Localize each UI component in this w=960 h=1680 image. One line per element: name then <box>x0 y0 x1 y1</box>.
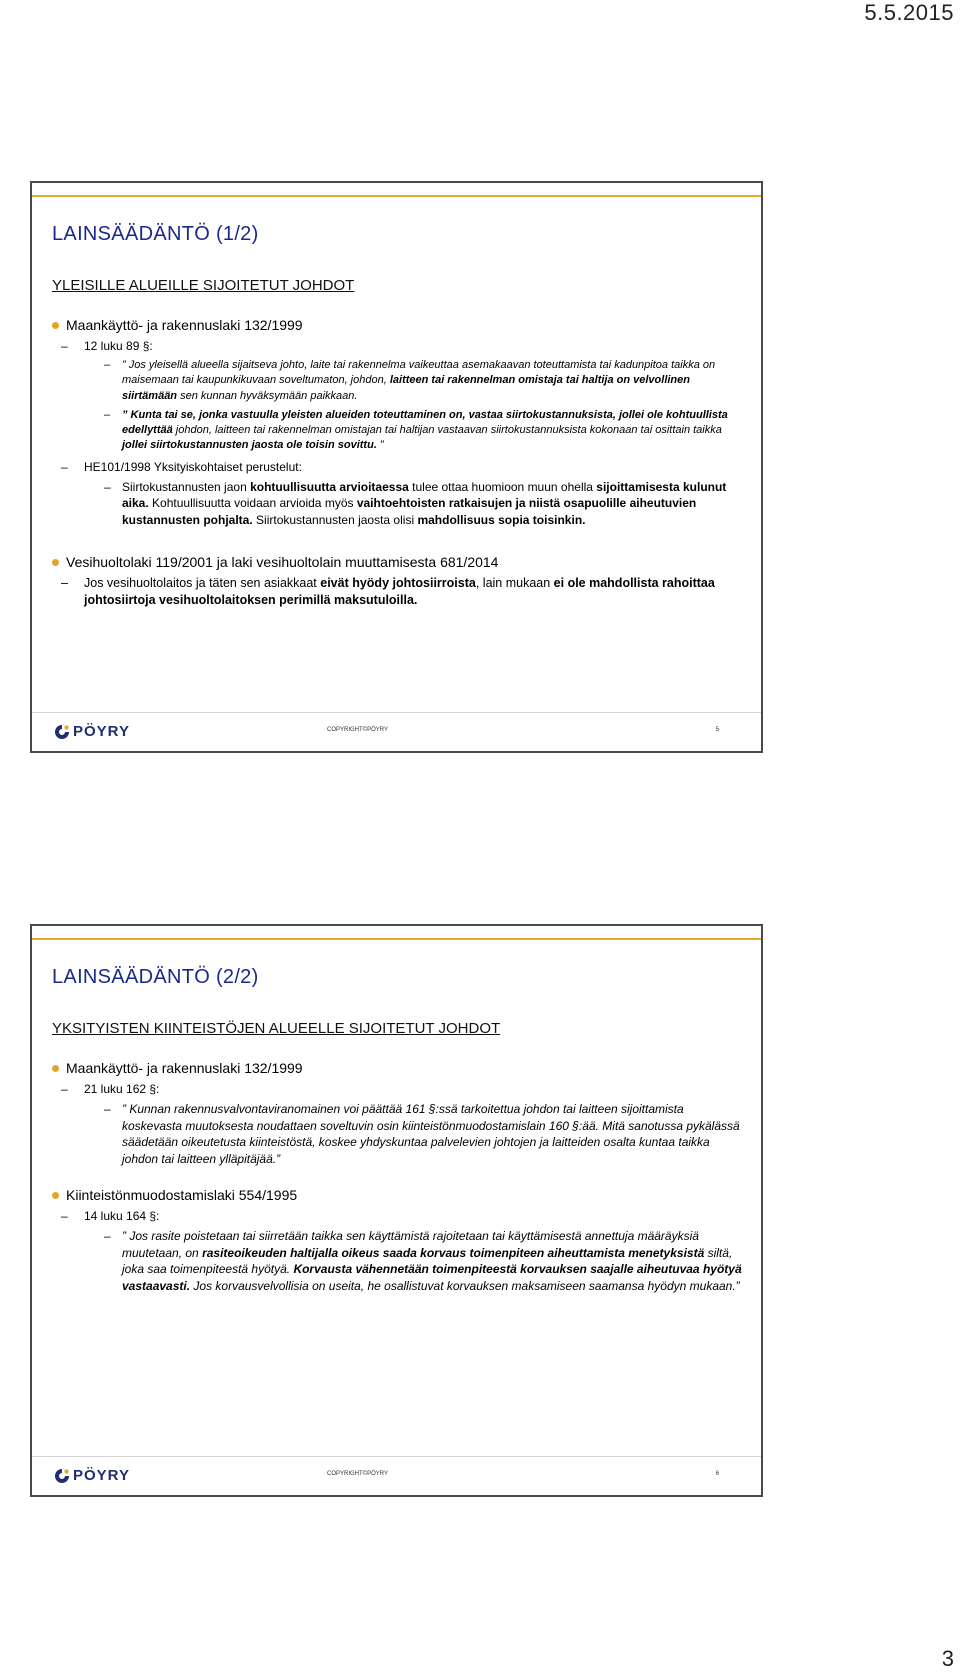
slide-number: 5 <box>715 727 719 733</box>
sub-item: – 21 luku 162 §: <box>61 1082 160 1096</box>
quote-item: – ” Kunta tai se, jonka vastuulla yleisten alueiden toteuttaminen on, vastaa siirtokustannuksista, jollei ole kohtuullista edellyttää johdon, laitteen tai rakennelman omistajan tai haltijan vastaavan siirtokustannuksista kokonaan tai osittain taikka jollei siirtokustannusten jaosta ole toisin sovittu. ” <box>104 408 728 452</box>
slide-accent-bar <box>32 195 761 197</box>
slide-footer <box>32 1456 761 1495</box>
slide-number: 6 <box>715 1471 719 1477</box>
law-text: Jos vesihuoltolaitos ja täten sen asiakkaat <box>84 576 321 591</box>
quote-emphasis: laitteen tai rakennelman omistaja tai haltija on velvollinen siirtämään <box>122 374 690 402</box>
quote-text: siltä, joka saa toimenpiteestä hyötyä. <box>122 1245 733 1276</box>
bullet-icon <box>52 1192 59 1199</box>
quote-text: johdon, laitteen tai rakennelman omistajan tai haltijan vastaavan siirtokustannuksista kokonaan tai osittain taikka <box>172 424 722 437</box>
slide-content <box>48 1056 743 1294</box>
law-title: Kiinteistönmuodostamislaki 554/1995 <box>66 1187 298 1203</box>
poyry-logo-icon <box>54 1468 70 1484</box>
section-heading: YLEISILLE ALUEILLE SIJOITETUT JOHDOT <box>52 277 355 294</box>
section-ref: 21 luku 162 §: <box>84 1082 160 1096</box>
copyright: COPYRIGHT©PÖYRY <box>327 1471 388 1477</box>
law-title: Maankäyttö- ja rakennuslaki 132/1999 <box>66 1060 303 1076</box>
logo-text: PÖYRY <box>73 723 130 740</box>
reasoning-text: Siirtokustannusten jaon <box>122 479 251 494</box>
law-text: , lain mukaan <box>475 576 554 591</box>
quote-item: – ” Kunnan rakennusvalvontaviranomainen voi päättää 161 §:ssä tarkoitettua johdon tai laitteen sijoittamista koskevasta muutoksesta noudattaen soveltuvin osin kiinteistönmuodostamislain 160 §:ää. Mitä sanotussa pykälässä säädetään oikeutetusta kiinteistöstä, koskee yhdyskuntaa palvelevien johtojen ja laitteiden osalta kuntaa taikka johdon tai laitteen ylläpitäjää.” <box>104 1102 740 1166</box>
section-heading: YKSITYISTEN KIINTEISTÖJEN ALUEELLE SIJOITETUT JOHDOT <box>52 1020 501 1037</box>
reasoning-text: Kohtuullisuutta voidaan arvioida myös <box>148 496 357 511</box>
poyry-logo-icon <box>54 724 70 740</box>
law-emphasis: eivät hyödy johtosiirroista <box>320 576 476 591</box>
bullet-icon <box>52 559 59 566</box>
sub-item: – Jos vesihuoltolaitos ja täten sen asiakkaat eivät hyödy johtosiirroista, lain mukaan ei ole mahdollista rahoittaa johtosiirtoja vesihuoltolaitoksen perimillä maksutuloilla. <box>61 576 715 608</box>
quote-text: ” Jos yleisellä alueella sijaitseva johto, laite tai rakennelma vaikeuttaa asemakaavan toteuttamista tai kadunpitoa taikka on maisemaan tai kaupunkikuvaan soveltumaton, johdon, <box>122 359 716 387</box>
reasoning-text: Siirtokustannusten jaosta olisi <box>252 512 418 527</box>
bullet-icon <box>52 322 59 329</box>
poyry-logo <box>54 1467 130 1484</box>
sub-item: – 14 luku 164 §: <box>61 1209 160 1223</box>
page-number: 3 <box>941 1646 954 1671</box>
slide-content <box>48 313 743 609</box>
law-title: Maankäyttö- ja rakennuslaki 132/1999 <box>66 317 303 333</box>
quote-emphasis: rasiteoikeuden haltijalla oikeus saada korvaus toimenpiteen aiheuttamista menetyksistä <box>202 1245 705 1260</box>
reasoning-text: tulee ottaa huomioon muun ohella <box>408 479 597 494</box>
bullet-item <box>48 1060 743 1076</box>
reasoning-emphasis: sijoittamisesta kulunut aika. <box>122 479 727 511</box>
quote-text: ” Kunnan rakennusvalvontaviranomainen voi päättää 161 §:ssä tarkoitettua johdon tai laitteen sijoittamista koskevasta muutoksesta noudattaen soveltuvin osin kiinteistönmuodostamislain 160 §:ää. Mitä sanotussa pykälässä säädetään oikeutetusta kiinteistöstä, koskee yhdyskuntaa palvelevien johtojen ja laitteiden osalta kuntaa taikka johdon tai laitteen ylläpitäjää.” <box>122 1102 740 1166</box>
slide-accent-bar <box>32 938 761 940</box>
sub-item: – HE101/1998 Yksityiskohtaiset perustelut: <box>61 459 302 474</box>
reasoning-emphasis: vaihtoehtoisten ratkaisujen ja niistä osapuolille aiheutuvien kustannusten pohjalta. <box>122 496 697 527</box>
law-emphasis: ei ole mahdollista rahoittaa johtosiirtoja vesihuoltolaitoksen perimillä maksutuloilla. <box>84 576 715 608</box>
law-title: Vesihuoltolaki 119/2001 ja laki vesihuoltolain muuttamisesta 681/2014 <box>66 554 499 571</box>
slide-2 <box>30 924 763 1497</box>
reasoning-emphasis: kohtuullisuutta arvioitaessa <box>250 479 409 494</box>
bullet-item <box>48 317 743 333</box>
logo-text: PÖYRY <box>73 1467 130 1484</box>
slide-1 <box>30 181 763 753</box>
section-ref: 14 luku 164 §: <box>84 1209 160 1223</box>
quote-item: – ” Jos rasite poistetaan tai siirretään taikka sen käyttämistä rajoitetaan tai käyttämisestä annettuja määräyksiä muutetaan, on rasiteoikeuden haltijalla oikeus saada korvaus toimenpiteen aiheuttamista menetyksistä siltä, joka saa toimenpiteestä hyötyä. Korvausta vähennetään toimenpiteestä korvauksen saajalle aiheutuvaa hyötyä vastaavasti. Jos korvausvelvollisia on useita, he osallistuvat korvauksen maksamiseen saamansa hyödyn mukaan.” <box>104 1229 742 1293</box>
quote-text: Jos korvausvelvollisia on useita, he osallistuvat korvauksen maksamiseen saamansa hyödyn mukaan.” <box>190 1278 740 1293</box>
quote-text: ” Jos rasite poistetaan tai siirretään taikka sen käyttämistä rajoitetaan tai käyttämisestä annettuja määräyksiä muutetaan, on <box>122 1229 699 1260</box>
reference-title: HE101/1998 Yksityiskohtaiset perustelut: <box>84 459 302 474</box>
quote-emphasis: Korvausta vähennetään toimenpiteestä korvauksen saajalle aiheutuvaa hyötyä vastaavasti. <box>122 1262 742 1293</box>
bullet-item <box>48 554 743 570</box>
page-date: 5.5.2015 <box>864 0 954 25</box>
quote-close: ” <box>376 439 384 452</box>
slide-footer <box>32 712 761 751</box>
quote-text-end: sen kunnan hyväksymään paikkaan. <box>177 389 358 402</box>
quote-item: – ” Jos yleisellä alueella sijaitseva johto, laite tai rakennelma vaikeuttaa asemakaavan toteuttamista tai kadunpitoa taikka on maisemaan tai kaupunkikuvaan soveltumaton, johdon, laitteen tai rakennelman omistaja tai haltija on velvollinen siirtämään sen kunnan hyväksymään paikkaan. <box>104 359 716 402</box>
quote-emphasis: jollei siirtokustannusten jaosta ole toisin sovittu. <box>122 439 377 452</box>
section-ref: 12 luku 89 §: <box>84 339 153 353</box>
slide-title: LAINSÄÄDÄNTÖ (1/2) <box>52 223 259 245</box>
copyright: COPYRIGHT©PÖYRY <box>327 727 388 733</box>
poyry-logo <box>54 723 130 740</box>
reasoning-emphasis: mahdollisuus sopia toisinkin. <box>417 512 586 527</box>
bullet-icon <box>52 1065 59 1072</box>
slide-title: LAINSÄÄDÄNTÖ (2/2) <box>52 966 259 988</box>
reasoning-item: – Siirtokustannusten jaon kohtuullisuutta arvioitaessa tulee ottaa huomioon muun ohella sijoittamisesta kulunut aika. Kohtuullisuutta voidaan arvioida myös vaihtoehtoisten ratkaisujen ja niistä osapuolille aiheutuvien kustannusten pohjalta. Siirtokustannusten jaosta olisi mahdollisuus sopia toisinkin. <box>104 479 727 527</box>
sub-item: – 12 luku 89 §: <box>61 339 153 353</box>
bullet-item <box>48 1187 743 1203</box>
quote-emphasis: ” Kunta tai se, jonka vastuulla yleisten alueiden toteuttaminen on, vastaa siirtokustannuksista, jollei ole kohtuullista edellyttää <box>122 408 728 437</box>
